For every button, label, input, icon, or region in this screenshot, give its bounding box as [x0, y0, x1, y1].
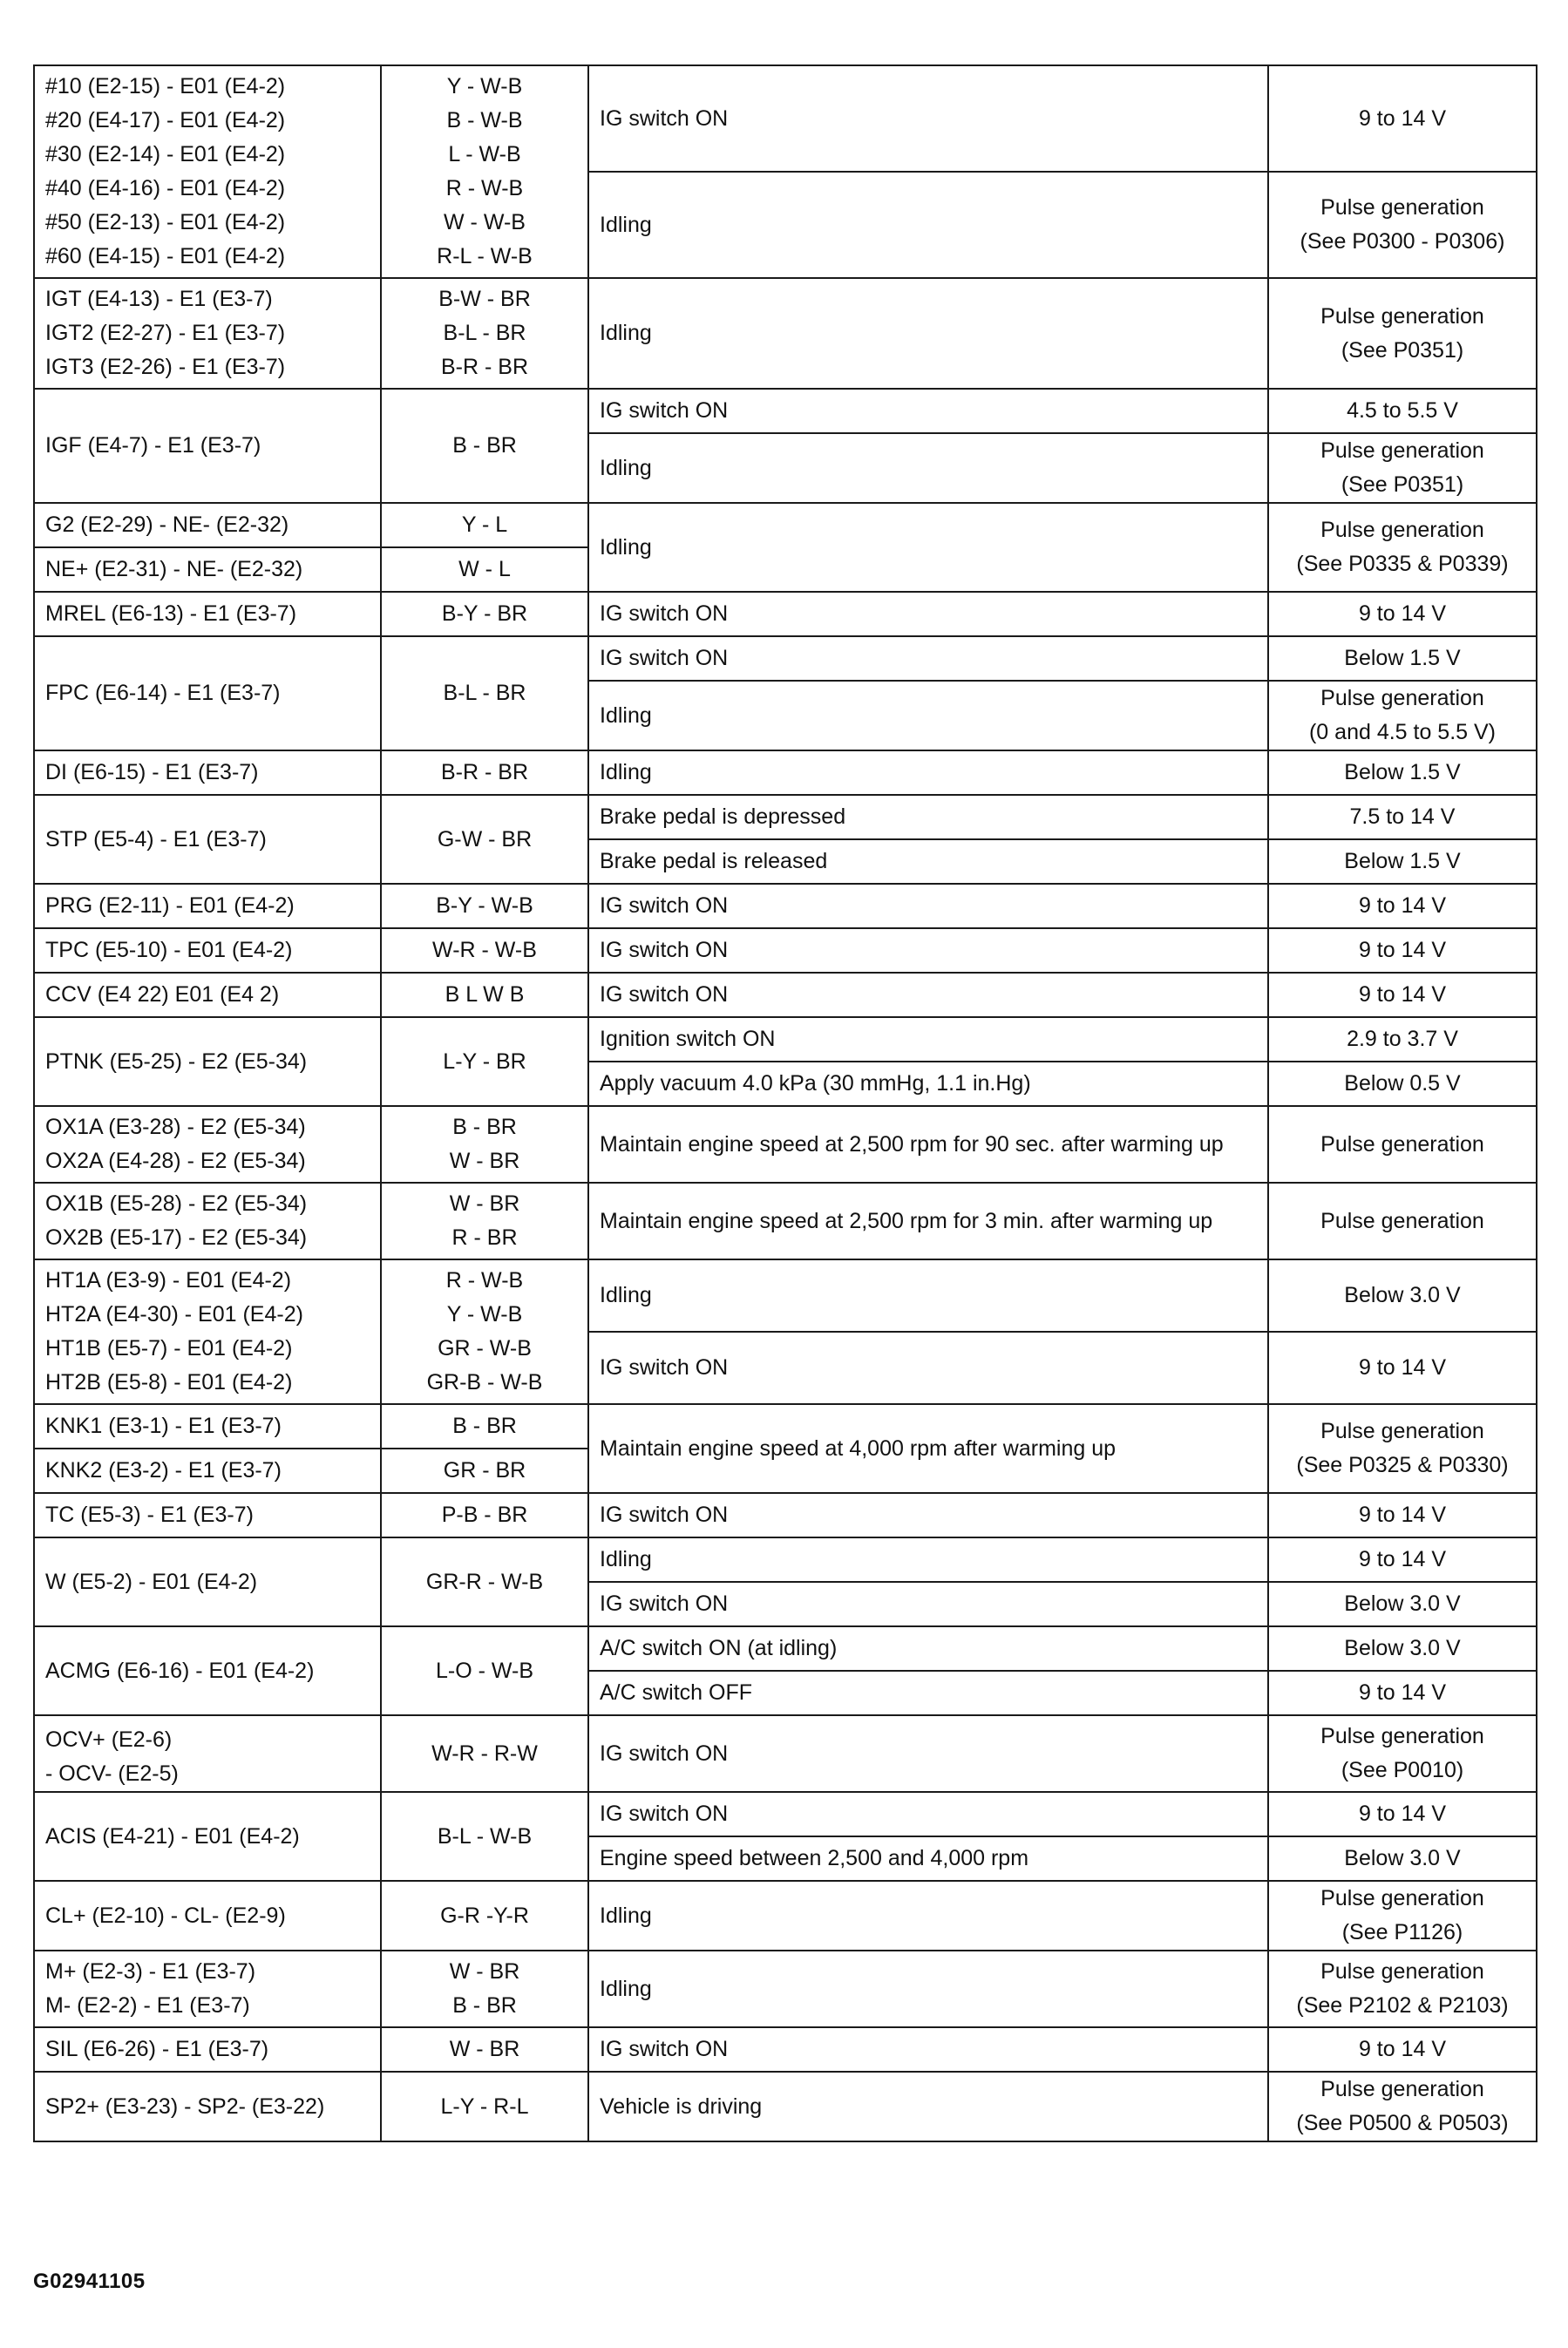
spec-cell: 9 to 14 V: [1268, 1671, 1537, 1715]
condition-cell: Idling: [588, 1537, 1268, 1582]
condition-cell: A/C switch ON (at idling): [588, 1626, 1268, 1671]
table-row: [34, 2072, 1537, 2141]
condition-cell: IG switch ON: [588, 389, 1268, 433]
terminal-cell: CL+ (E2-10) - CL- (E2-9): [34, 1881, 381, 1951]
spec-cell: Pulse generation: [1268, 1106, 1537, 1183]
table-row: [34, 2027, 1537, 2072]
terminal-cell: TPC (E5-10) - E01 (E4-2): [34, 928, 381, 973]
terminal-cell: PTNK (E5-25) - E2 (E5-34): [34, 1017, 381, 1106]
table-row: [34, 973, 1537, 1017]
terminal-cell: ACIS (E4-21) - E01 (E4-2): [34, 1792, 381, 1881]
spec-cell: Pulse generation (See P1126): [1268, 1881, 1537, 1951]
terminal-cell: PRG (E2-11) - E01 (E4-2): [34, 884, 381, 928]
table-row: [34, 503, 1537, 547]
table-row: [34, 1259, 1537, 1332]
table-row: [34, 1881, 1537, 1951]
wiring-cell: B - BR: [381, 389, 588, 503]
terminal-cell: M+ (E2-3) - E1 (E3-7) M- (E2-2) - E1 (E3-7): [34, 1951, 381, 2027]
wiring-cell: W - L: [381, 547, 588, 592]
wiring-cell: W - BR: [381, 2027, 588, 2072]
table-row: [34, 1493, 1537, 1537]
terminal-cell: NE+ (E2-31) - NE- (E2-32): [34, 547, 381, 592]
terminal-cell: DI (E6-15) - E1 (E3-7): [34, 750, 381, 795]
wiring-cell: B - BR W - BR: [381, 1106, 588, 1183]
condition-cell: Idling: [588, 1881, 1268, 1951]
wiring-cell: B - BR: [381, 1404, 588, 1449]
terminal-cell: KNK2 (E3-2) - E1 (E3-7): [34, 1449, 381, 1493]
condition-cell: Engine speed between 2,500 and 4,000 rpm: [588, 1836, 1268, 1881]
table-row: [34, 389, 1537, 433]
wiring-cell: B L W B: [381, 973, 588, 1017]
spec-cell: 9 to 14 V: [1268, 973, 1537, 1017]
spec-cell: 9 to 14 V: [1268, 1537, 1537, 1582]
spec-cell: Below 1.5 V: [1268, 636, 1537, 681]
table-row: [34, 636, 1537, 681]
table-row: [34, 1715, 1537, 1792]
wiring-cell: GR-R - W-B: [381, 1537, 588, 1626]
table-row: [34, 592, 1537, 636]
terminal-spec-table: [33, 64, 1537, 2142]
condition-cell: IG switch ON: [588, 592, 1268, 636]
wiring-cell: W-R - R-W: [381, 1715, 588, 1792]
wiring-cell: W - BR B - BR: [381, 1951, 588, 2027]
spec-cell: Pulse generation (See P0351): [1268, 278, 1537, 389]
table-row: [34, 1017, 1537, 1062]
table-row: [34, 1626, 1537, 1671]
spec-cell: Pulse generation (0 and 4.5 to 5.5 V): [1268, 681, 1537, 750]
terminal-cell: IGT (E4-13) - E1 (E3-7) IGT2 (E2-27) - E1 (E3-7) IGT3 (E2-26) - E1 (E3-7): [34, 278, 381, 389]
terminal-cell: OCV+ (E2-6) - OCV- (E2-5): [34, 1715, 381, 1792]
condition-cell: Idling: [588, 433, 1268, 503]
spec-cell: 9 to 14 V: [1268, 1493, 1537, 1537]
condition-cell: Apply vacuum 4.0 kPa (30 mmHg, 1.1 in.Hg): [588, 1062, 1268, 1106]
spec-cell: Below 1.5 V: [1268, 839, 1537, 884]
terminal-cell: OX1B (E5-28) - E2 (E5-34) OX2B (E5-17) - E2 (E5-34): [34, 1183, 381, 1259]
condition-cell: Idling: [588, 278, 1268, 389]
spec-cell: Pulse generation (See P0335 & P0339): [1268, 503, 1537, 592]
terminal-cell: W (E5-2) - E01 (E4-2): [34, 1537, 381, 1626]
condition-cell: Vehicle is driving: [588, 2072, 1268, 2141]
spec-cell: Below 0.5 V: [1268, 1062, 1537, 1106]
wiring-cell: B-R - BR: [381, 750, 588, 795]
condition-cell: Idling: [588, 1259, 1268, 1332]
condition-cell: IG switch ON: [588, 1332, 1268, 1404]
condition-cell: Brake pedal is depressed: [588, 795, 1268, 839]
spec-cell: 9 to 14 V: [1268, 1792, 1537, 1836]
condition-cell: Idling: [588, 503, 1268, 592]
wiring-cell: B-Y - W-B: [381, 884, 588, 928]
spec-cell: 9 to 14 V: [1268, 928, 1537, 973]
terminal-cell: KNK1 (E3-1) - E1 (E3-7): [34, 1404, 381, 1449]
spec-cell: Pulse generation: [1268, 1183, 1537, 1259]
wiring-cell: B-Y - BR: [381, 592, 588, 636]
table-row: [34, 884, 1537, 928]
terminal-cell: FPC (E6-14) - E1 (E3-7): [34, 636, 381, 750]
condition-cell: Maintain engine speed at 4,000 rpm after warming up: [588, 1404, 1268, 1493]
condition-cell: IG switch ON: [588, 1493, 1268, 1537]
terminal-cell: OX1A (E3-28) - E2 (E5-34) OX2A (E4-28) - E2 (E5-34): [34, 1106, 381, 1183]
terminal-cell: TC (E5-3) - E1 (E3-7): [34, 1493, 381, 1537]
table-row: [34, 1792, 1537, 1836]
spec-cell: Pulse generation (See P0500 & P0503): [1268, 2072, 1537, 2141]
wiring-cell: R - W-B Y - W-B GR - W-B GR-B - W-B: [381, 1259, 588, 1404]
wiring-cell: G-R -Y-R: [381, 1881, 588, 1951]
wiring-cell: W-R - W-B: [381, 928, 588, 973]
terminal-cell: MREL (E6-13) - E1 (E3-7): [34, 592, 381, 636]
spec-cell: Pulse generation (See P0300 - P0306): [1268, 172, 1537, 278]
spec-cell: Pulse generation (See P0351): [1268, 433, 1537, 503]
spec-cell: 2.9 to 3.7 V: [1268, 1017, 1537, 1062]
condition-cell: IG switch ON: [588, 2027, 1268, 2072]
table-row: [34, 750, 1537, 795]
spec-cell: 9 to 14 V: [1268, 65, 1537, 172]
spec-cell: Below 3.0 V: [1268, 1582, 1537, 1626]
wiring-cell: GR - BR: [381, 1449, 588, 1493]
spec-cell: Below 1.5 V: [1268, 750, 1537, 795]
table-row: [34, 1404, 1537, 1449]
spec-cell: Pulse generation (See P0325 & P0330): [1268, 1404, 1537, 1493]
condition-cell: IG switch ON: [588, 884, 1268, 928]
wiring-cell: L-O - W-B: [381, 1626, 588, 1715]
spec-cell: 9 to 14 V: [1268, 1332, 1537, 1404]
terminal-cell: ACMG (E6-16) - E01 (E4-2): [34, 1626, 381, 1715]
spec-cell: Below 3.0 V: [1268, 1626, 1537, 1671]
condition-cell: Maintain engine speed at 2,500 rpm for 3 min. after warming up: [588, 1183, 1268, 1259]
spec-cell: Pulse generation (See P2102 & P2103): [1268, 1951, 1537, 2027]
condition-cell: IG switch ON: [588, 1792, 1268, 1836]
condition-cell: A/C switch OFF: [588, 1671, 1268, 1715]
wiring-cell: W - BR R - BR: [381, 1183, 588, 1259]
condition-cell: Ignition switch ON: [588, 1017, 1268, 1062]
spec-cell: Pulse generation (See P0010): [1268, 1715, 1537, 1792]
condition-cell: Idling: [588, 750, 1268, 795]
condition-cell: IG switch ON: [588, 928, 1268, 973]
condition-cell: IG switch ON: [588, 973, 1268, 1017]
wiring-cell: G-W - BR: [381, 795, 588, 884]
spec-cell: 7.5 to 14 V: [1268, 795, 1537, 839]
table-row: [34, 278, 1537, 389]
wiring-cell: B-L - W-B: [381, 1792, 588, 1881]
terminal-cell: SIL (E6-26) - E1 (E3-7): [34, 2027, 381, 2072]
wiring-cell: B-W - BR B-L - BR B-R - BR: [381, 278, 588, 389]
terminal-cell: HT1A (E3-9) - E01 (E4-2) HT2A (E4-30) - E01 (E4-2) HT1B (E5-7) - E01 (E4-2) HT2B (E5-8) - E01 (E4-2): [34, 1259, 381, 1404]
condition-cell: IG switch ON: [588, 1715, 1268, 1792]
terminal-spec-body: [34, 65, 1537, 2141]
wiring-cell: Y - W-B B - W-B L - W-B R - W-B W - W-B R-L - W-B: [381, 65, 588, 278]
condition-cell: Idling: [588, 1951, 1268, 2027]
condition-cell: Idling: [588, 172, 1268, 278]
condition-cell: IG switch ON: [588, 1582, 1268, 1626]
condition-cell: Idling: [588, 681, 1268, 750]
terminal-cell: CCV (E4 22) E01 (E4 2): [34, 973, 381, 1017]
terminal-cell: G2 (E2-29) - NE- (E2-32): [34, 503, 381, 547]
spec-cell: Below 3.0 V: [1268, 1836, 1537, 1881]
figure-id: G02941105: [33, 2270, 146, 2293]
terminal-cell: IGF (E4-7) - E1 (E3-7): [34, 389, 381, 503]
wiring-cell: Y - L: [381, 503, 588, 547]
wiring-cell: L-Y - BR: [381, 1017, 588, 1106]
wiring-cell: L-Y - R-L: [381, 2072, 588, 2141]
table-row: [34, 1183, 1537, 1259]
table-row: [34, 65, 1537, 172]
table-row: [34, 1106, 1537, 1183]
condition-cell: IG switch ON: [588, 65, 1268, 172]
terminal-cell: STP (E5-4) - E1 (E3-7): [34, 795, 381, 884]
spec-cell: 9 to 14 V: [1268, 592, 1537, 636]
condition-cell: Brake pedal is released: [588, 839, 1268, 884]
wiring-cell: P-B - BR: [381, 1493, 588, 1537]
table-row: [34, 1537, 1537, 1582]
condition-cell: IG switch ON: [588, 636, 1268, 681]
terminal-cell: SP2+ (E3-23) - SP2- (E3-22): [34, 2072, 381, 2141]
wiring-cell: B-L - BR: [381, 636, 588, 750]
spec-cell: 9 to 14 V: [1268, 2027, 1537, 2072]
table-row: [34, 795, 1537, 839]
table-row: [34, 928, 1537, 973]
terminal-cell: #10 (E2-15) - E01 (E4-2) #20 (E4-17) - E01 (E4-2) #30 (E2-14) - E01 (E4-2) #40 (E4-16) - E01 (E4-2) #50 (E2-13) - E01 (E4-2) #60 (E4-15) - E01 (E4-2): [34, 65, 381, 278]
table-row: [34, 1951, 1537, 2027]
spec-cell: 4.5 to 5.5 V: [1268, 389, 1537, 433]
spec-cell: 9 to 14 V: [1268, 884, 1537, 928]
condition-cell: Maintain engine speed at 2,500 rpm for 90 sec. after warming up: [588, 1106, 1268, 1183]
spec-cell: Below 3.0 V: [1268, 1259, 1537, 1332]
